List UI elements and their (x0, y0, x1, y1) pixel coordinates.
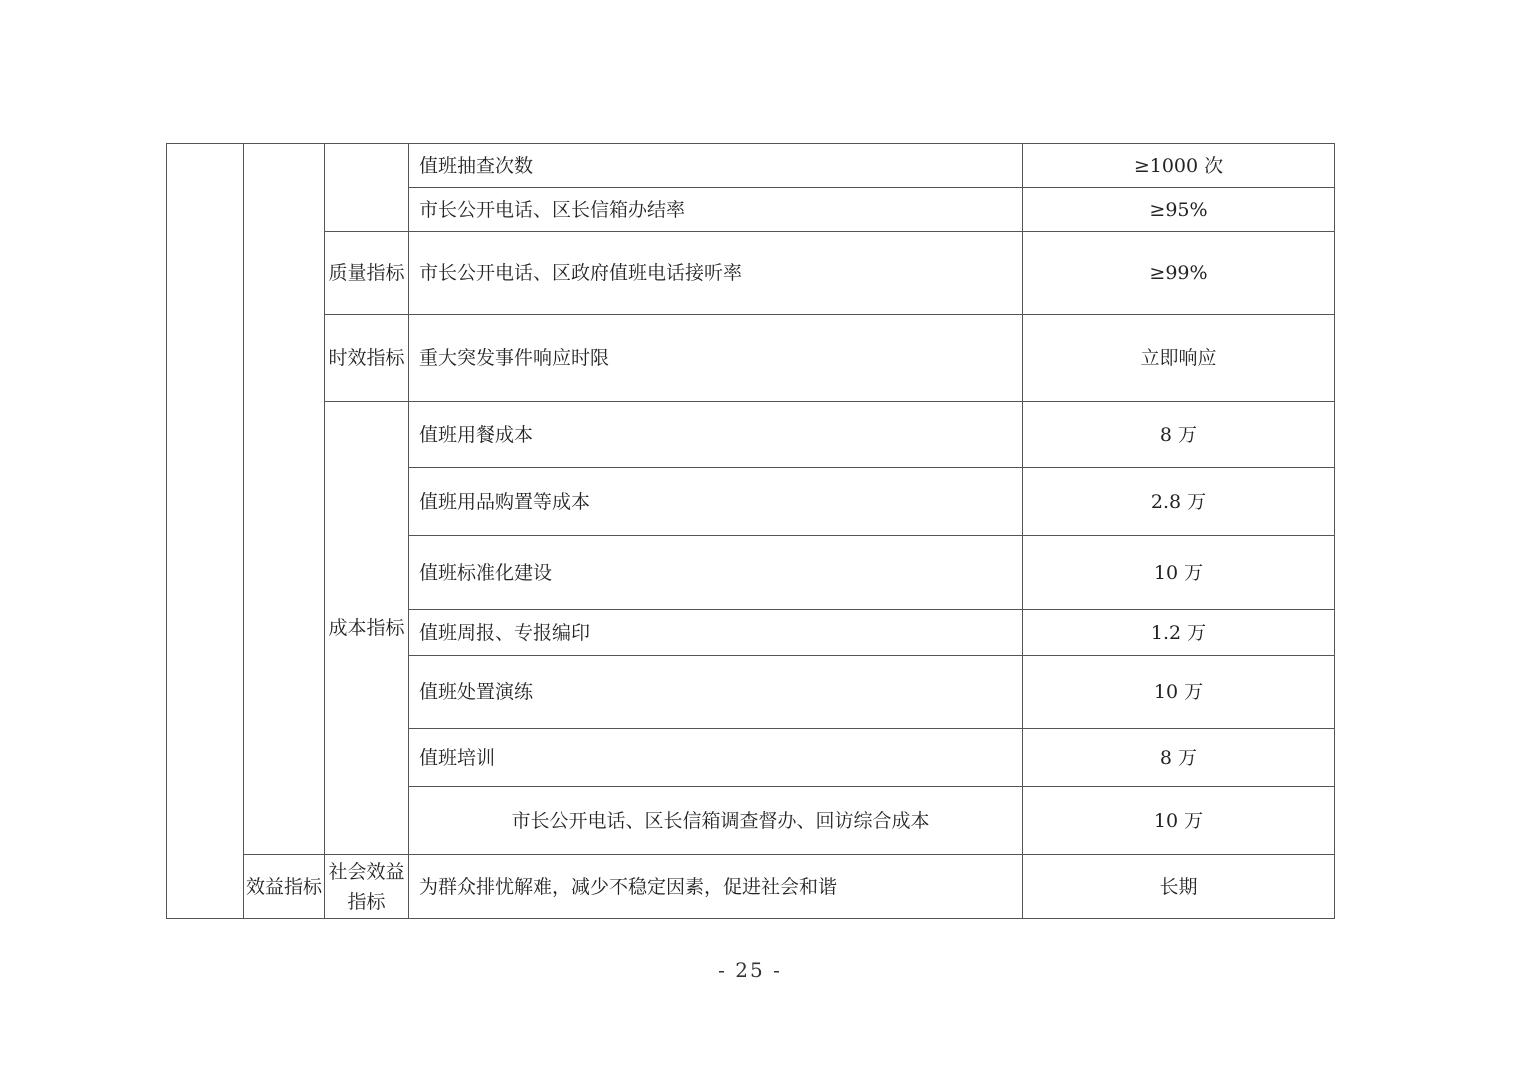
indicator-name: 市长公开电话、区长信箱办结率 (409, 188, 1023, 232)
indicator-value: 8 万 (1023, 402, 1335, 468)
social-benefit-indicator-label: 社会效益指标 (325, 855, 409, 919)
indicator-name: 为群众排忧解难，减少不稳定因素，促进社会和谐 (409, 855, 1023, 919)
cost-indicator-label: 成本指标 (325, 402, 409, 855)
indicator-value: 10 万 (1023, 656, 1335, 729)
indicator-value: ≥95% (1023, 188, 1335, 232)
indicator-name: 值班抽查次数 (409, 144, 1023, 188)
indicator-value: 1.2 万 (1023, 610, 1335, 656)
level3-indicator-cell (325, 144, 409, 232)
level1-indicator-cell (167, 144, 244, 919)
level2-indicator-cell (244, 144, 325, 855)
indicator-value: 8 万 (1023, 729, 1335, 787)
indicator-name: 市长公开电话、区长信箱调查督办、回访综合成本 (409, 787, 1023, 855)
timeliness-indicator-label: 时效指标 (325, 315, 409, 402)
table-row (167, 855, 1335, 919)
indicator-value: ≥99% (1023, 232, 1335, 315)
performance-indicator-table (166, 143, 1335, 919)
indicator-name: 值班用品购置等成本 (409, 468, 1023, 536)
indicator-value: 2.8 万 (1023, 468, 1335, 536)
indicator-value: 10 万 (1023, 787, 1335, 855)
indicator-name: 值班用餐成本 (409, 402, 1023, 468)
table-row (167, 144, 1335, 188)
indicator-name: 值班培训 (409, 729, 1023, 787)
indicator-name: 值班标准化建设 (409, 536, 1023, 610)
indicator-name: 值班处置演练 (409, 656, 1023, 729)
indicator-value: 立即响应 (1023, 315, 1335, 402)
indicator-name: 值班周报、专报编印 (409, 610, 1023, 656)
table-row (167, 232, 1335, 315)
table-row (167, 402, 1335, 468)
indicator-value: 10 万 (1023, 536, 1335, 610)
indicator-name: 重大突发事件响应时限 (409, 315, 1023, 402)
benefit-indicator-label: 效益指标 (244, 855, 325, 919)
indicator-value: ≥1000 次 (1023, 144, 1335, 188)
quality-indicator-label: 质量指标 (325, 232, 409, 315)
table-row (167, 315, 1335, 402)
indicator-name: 市长公开电话、区政府值班电话接听率 (409, 232, 1023, 315)
page-number: - 25 - (718, 958, 782, 982)
indicator-value: 长期 (1023, 855, 1335, 919)
